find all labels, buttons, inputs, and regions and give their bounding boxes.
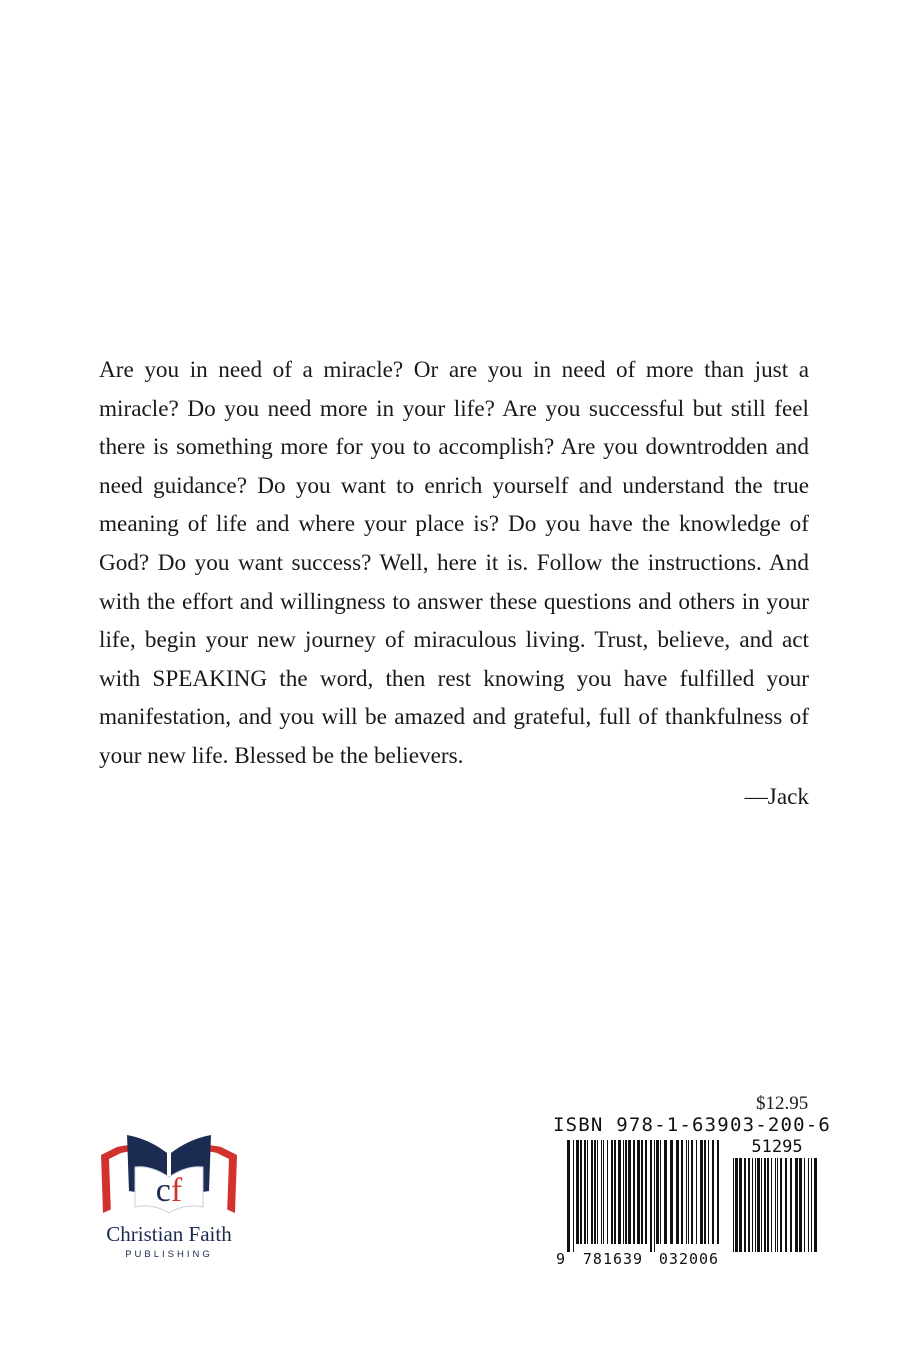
barcode-bar	[611, 1140, 613, 1244]
barcode-bar	[733, 1158, 734, 1252]
barcode-bar	[681, 1140, 683, 1244]
barcode-bar	[654, 1140, 655, 1252]
barcode-bar	[650, 1140, 652, 1252]
barcode-bar	[767, 1158, 769, 1252]
barcode-bar	[576, 1140, 579, 1244]
barcode-bar	[704, 1140, 706, 1244]
addon-digits: 51295	[751, 1138, 803, 1157]
barcode-right-digits: 032006	[658, 1250, 720, 1266]
isbn-text: ISBN 978-1-63903-200-6	[553, 1114, 832, 1136]
publisher-name: Christian Faith	[106, 1222, 232, 1246]
barcode-bar	[777, 1158, 778, 1252]
barcode-bar	[614, 1140, 616, 1244]
publisher-subtitle: PUBLISHING	[125, 1249, 213, 1260]
barcode-bar	[591, 1140, 593, 1244]
barcode-bar	[795, 1158, 798, 1252]
barcode-left-digits: 781639	[582, 1250, 644, 1266]
barcode-bar	[808, 1158, 809, 1252]
barcode-bar	[603, 1140, 604, 1244]
barcode-bar	[717, 1140, 719, 1244]
barcode-bar	[641, 1140, 643, 1244]
barcode-bar	[625, 1140, 627, 1244]
barcode-bar	[804, 1158, 805, 1252]
barcode-bar	[567, 1140, 570, 1252]
barcode-bar	[580, 1140, 582, 1244]
barcode-bar	[814, 1158, 817, 1252]
barcode-bar	[708, 1140, 709, 1244]
barcode-bar	[790, 1158, 792, 1252]
barcode-bar	[573, 1140, 574, 1252]
barcode-bar	[597, 1140, 598, 1244]
barcode-bar	[623, 1140, 624, 1244]
barcode-bar	[691, 1140, 693, 1244]
barcode-bar	[656, 1140, 659, 1244]
author-signature: —Jack	[744, 784, 809, 810]
logo-monogram: cf	[155, 1172, 183, 1209]
isbn-barcode	[553, 1138, 818, 1266]
barcode-bar	[637, 1140, 640, 1244]
barcode-bar	[764, 1158, 766, 1252]
barcode-bar	[780, 1158, 782, 1252]
barcode-bar	[752, 1158, 753, 1252]
barcode-bar	[775, 1158, 776, 1252]
barcode-bar	[739, 1158, 742, 1252]
barcode-bar	[607, 1140, 608, 1244]
addon-bars	[733, 1158, 817, 1252]
barcode-bar	[771, 1158, 772, 1252]
barcode-bar	[761, 1158, 762, 1252]
barcode-bar	[628, 1140, 631, 1244]
barcode-bar	[755, 1158, 756, 1252]
barcode-bar	[735, 1158, 738, 1252]
barcode-bar	[696, 1140, 697, 1244]
barcode-bar	[676, 1140, 679, 1244]
barcode-bar	[757, 1158, 760, 1252]
barcode-bar	[594, 1140, 596, 1244]
barcode-bar	[686, 1140, 687, 1244]
barcode-bar	[700, 1140, 703, 1244]
barcode-bar	[584, 1140, 586, 1244]
price-label: $12.95	[756, 1093, 809, 1114]
barcode-bar	[587, 1140, 588, 1244]
barcode-bar	[748, 1158, 750, 1252]
barcode-bar	[670, 1140, 673, 1244]
back-cover-blurb: Are you in need of a miracle? Or are you in need of more than just a miracle? Do you need more in your life? Are you successful but still feel there is something more for you to accomplish? Are you downtrodden and need guidance? Do you want to enrich yourself and understand the true meaning of life and where your place is? Do you have the knowledge of God? Do you want success? Well, here it is. Follow the instructions. And with the effort and willingness to answer these questions and others in your life, begin your new journey of miraculous living. Trust, believe, and act with SPEAKING the word, then rest knowing you have fulfilled your manifestation, and you will be amazed and grateful, full of thankfulness of your new life. Blessed be the believers.	[99, 357, 809, 769]
barcode-bar	[601, 1140, 602, 1244]
barcode-bar	[633, 1140, 635, 1244]
barcode-bar	[645, 1140, 647, 1244]
barcode-bar	[664, 1140, 667, 1244]
barcode-first-digit: 9	[556, 1250, 566, 1266]
barcode-bar	[799, 1158, 802, 1252]
barcode-bar	[744, 1158, 746, 1252]
barcode-bar	[785, 1158, 787, 1252]
barcode-bar	[660, 1140, 661, 1244]
barcode-bar	[811, 1158, 812, 1252]
barcode-bar	[618, 1140, 621, 1244]
barcode-bar	[688, 1140, 689, 1244]
barcode-bar	[712, 1140, 714, 1244]
